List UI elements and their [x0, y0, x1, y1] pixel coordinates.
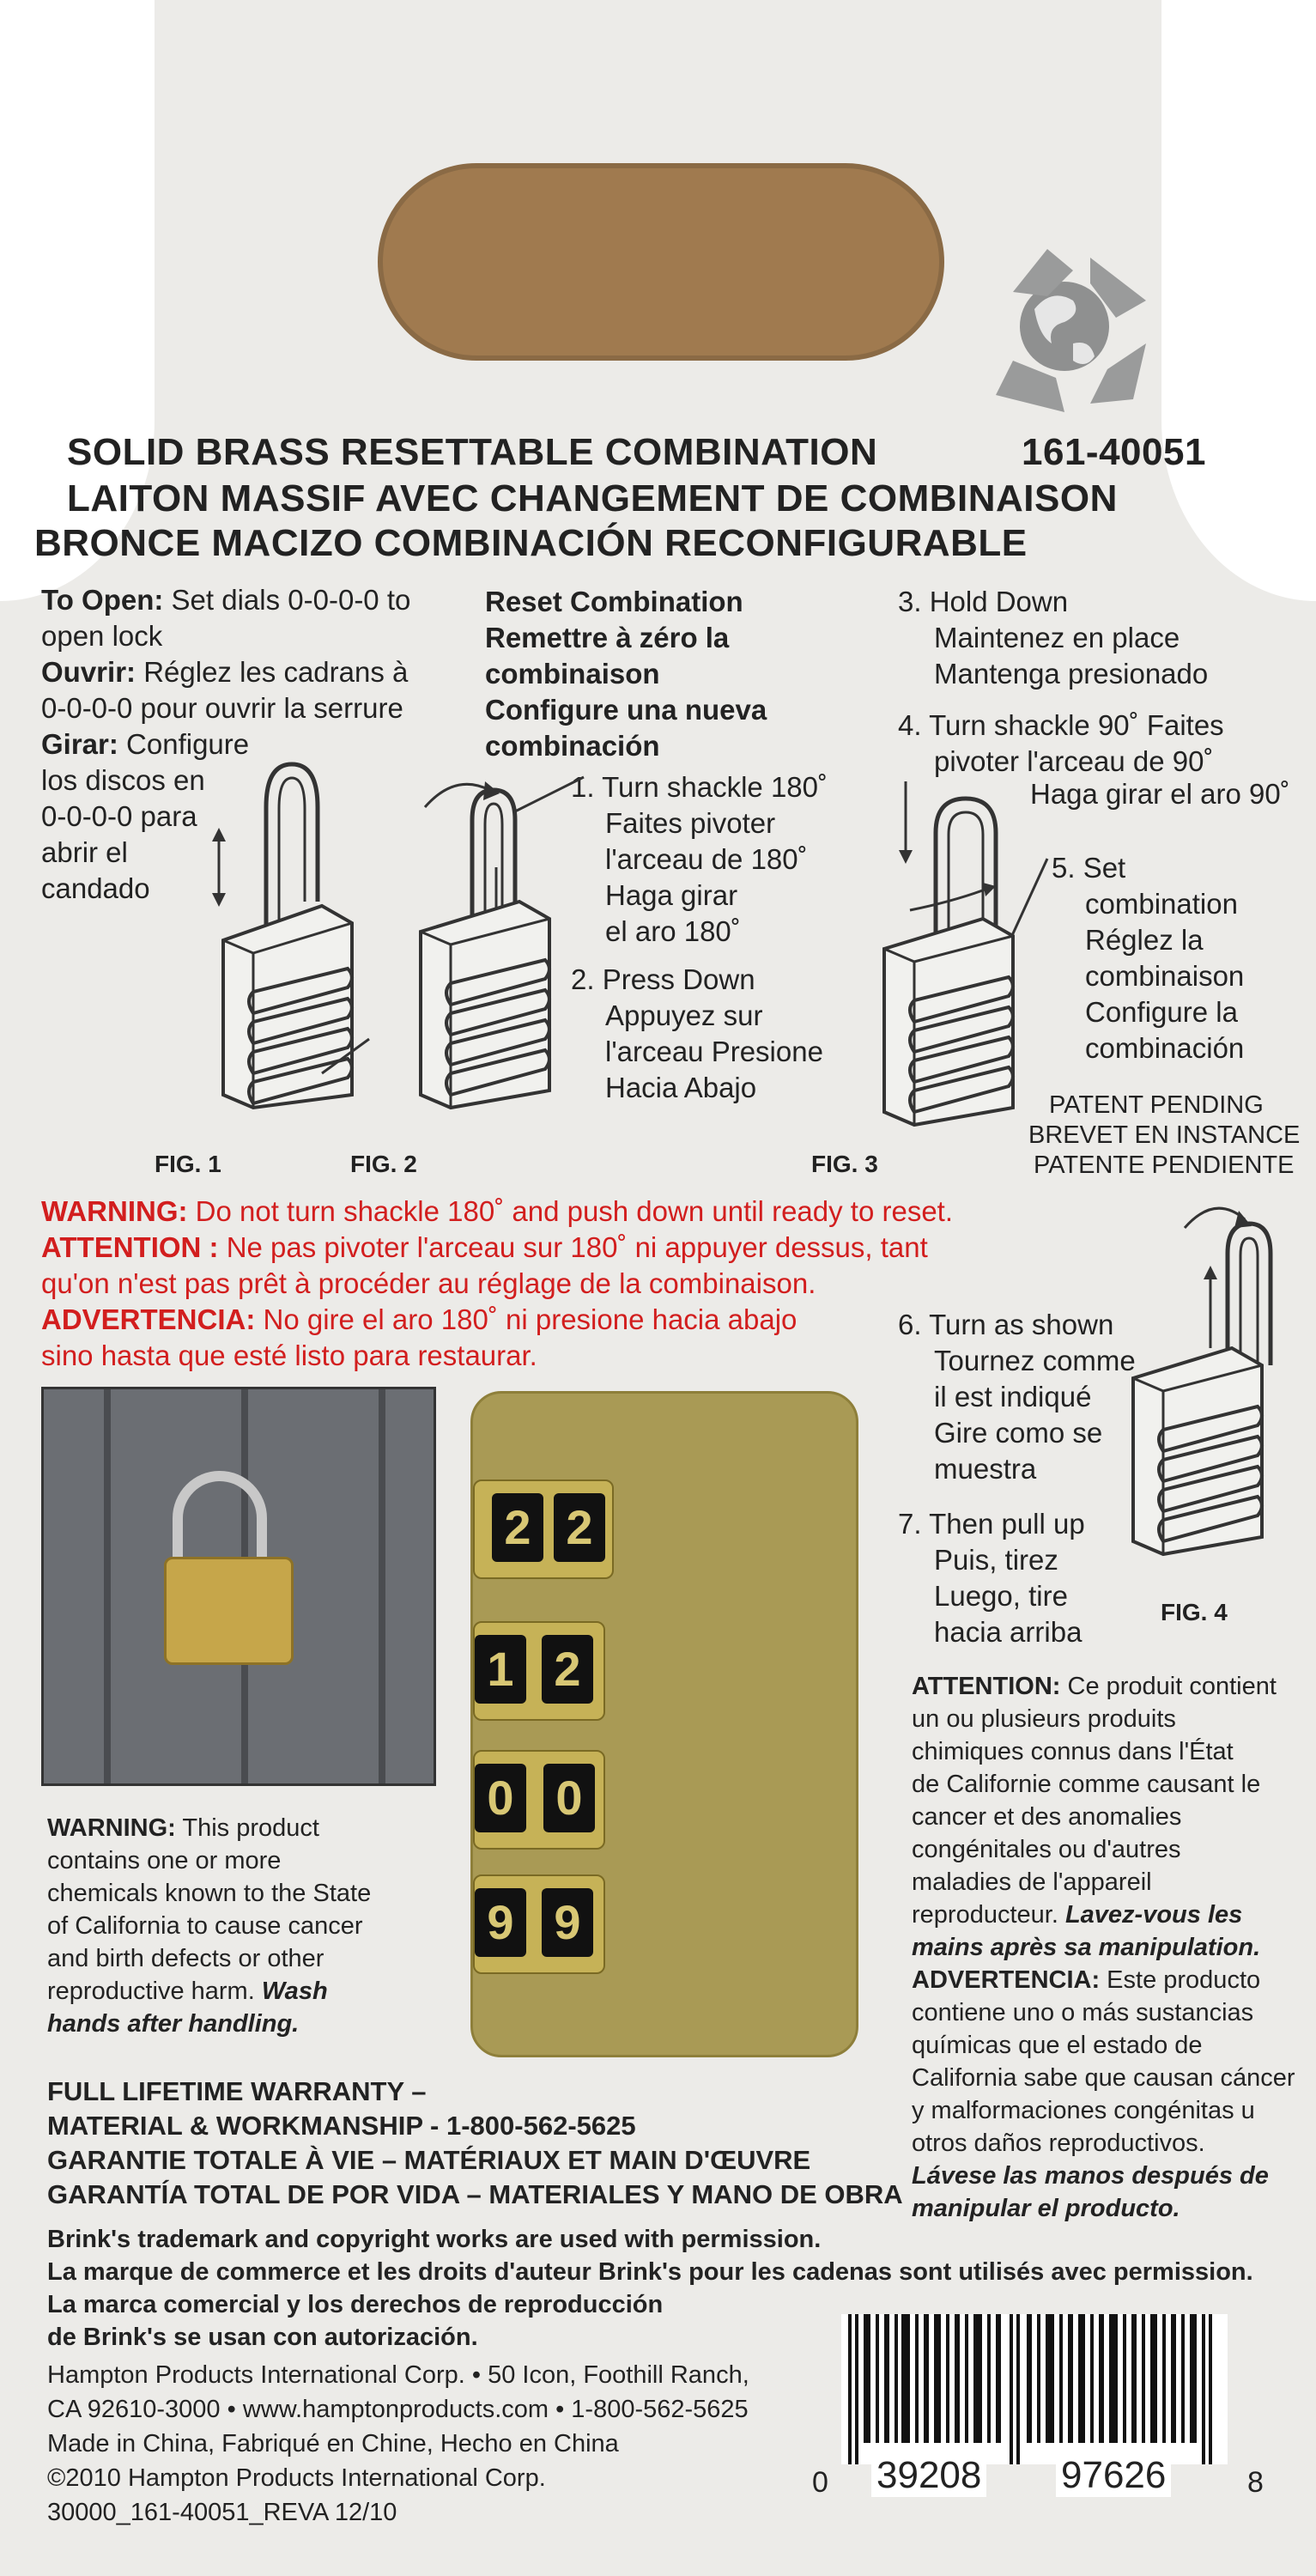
company-line: Made in China, Fabriqué en Chine, Hecho en China	[47, 2430, 619, 2458]
trademark-line: de Brink's se usan con autorización.	[47, 2324, 478, 2351]
title-english: SOLID BRASS RESETTABLE COMBINATION	[67, 431, 878, 473]
company-line: Hampton Products International Corp. • 50 Icon, Foothill Ranch,	[47, 2361, 749, 2389]
open-instructions-es-line: abrir el	[41, 836, 128, 868]
locker-seam	[104, 1389, 111, 1786]
open-instructions-fr-2: 0-0-0-0 pour ouvrir la serrure	[41, 692, 403, 724]
title-french: LAITON MASSIF AVEC CHANGEMENT DE COMBINAISON	[67, 477, 1118, 519]
padlock-body	[164, 1557, 294, 1665]
step3-line: Maintenez en place	[934, 622, 1180, 653]
prop65-es-line: California sabe que causan cáncer	[912, 2064, 1295, 2092]
barcode-check-digit: 8	[1247, 2466, 1264, 2499]
trademark-line: Brink's trademark and copyright works are used with permission.	[47, 2226, 822, 2253]
step6-line: muestra	[934, 1453, 1037, 1485]
trademark-line: La marque de commerce et les droits d'auteur Brink's pour les cadenas sont utilisés avec permission.	[47, 2258, 1253, 2286]
reset-heading-line: Reset Combination	[485, 586, 743, 617]
prop65-en-line: of California to cause cancer	[47, 1912, 363, 1940]
step5-line: 5. Set	[1052, 852, 1126, 884]
step6-line: Tournez comme	[934, 1345, 1136, 1376]
locker-seam	[379, 1389, 385, 1786]
barcode-left-digits: 39208	[871, 2454, 986, 2497]
step5-line: Réglez la	[1085, 924, 1204, 956]
prop65-es-line: contiene uno o más sustancias	[912, 1999, 1254, 2026]
open-instructions-es-line: 0-0-0-0 para	[41, 800, 197, 832]
fig3-lock-illustration	[858, 773, 1082, 1151]
prop65-es-line: otros daños reproductivos.	[912, 2129, 1205, 2157]
prop65-fr-line: de Californie comme causant le	[912, 1771, 1261, 1798]
warranty-line: MATERIAL & WORKMANSHIP - 1-800-562-5625	[47, 2111, 636, 2141]
prop65-en-line: WARNING: This product	[47, 1814, 319, 1842]
hang-hole	[378, 163, 944, 361]
step7-line: 7. Then pull up	[898, 1508, 1085, 1540]
step3-line: Mantenga presionado	[934, 658, 1209, 690]
trademark-line: La marca comercial y los derechos de reproducción	[47, 2291, 664, 2318]
dial: 1 2	[473, 1621, 605, 1721]
warning-red-fr-2: qu'on n'est pas prêt à procéder au réglage de la combinaison.	[41, 1267, 816, 1299]
card-top-right-corner	[1161, 0, 1316, 601]
reset-heading-line: Configure una nueva	[485, 694, 767, 726]
fig4-lock-illustration	[1125, 1194, 1296, 1563]
prop65-es-line: ADVERTENCIA: Este producto	[912, 1966, 1261, 1994]
prop65-fr-line: congénitales ou d'autres	[912, 1836, 1181, 1863]
warranty-line: GARANTIE TOTALE À VIE – MATÉRIAUX ET MAIN D'ŒUVRE	[47, 2145, 811, 2175]
warranty-line: GARANTÍA TOTAL DE POR VIDA – MATERIALES Y MANO DE OBRA	[47, 2179, 903, 2209]
step1-line: Haga girar	[605, 879, 738, 911]
reset-heading-line: Remettre à zéro la	[485, 622, 730, 653]
step7-line: hacia arriba	[934, 1616, 1083, 1648]
step5-line: combinaison	[1085, 960, 1245, 992]
fig1-label: FIG. 1	[155, 1151, 221, 1177]
fig4-label: FIG. 4	[1161, 1599, 1228, 1625]
step1-line: l'arceau de 180˚	[605, 843, 808, 875]
padlock-shackle	[173, 1471, 267, 1565]
prop65-es-line: químicas que el estado de	[912, 2032, 1203, 2059]
warning-red-es-2: sino hasta que esté listo para restaurar.	[41, 1340, 537, 1371]
reset-heading-line: combinación	[485, 730, 660, 762]
prop65-es-line: y malformaciones congénitas u	[912, 2097, 1255, 2124]
step2-line: Appuyez sur	[605, 999, 763, 1031]
prop65-fr-wash: mains après sa manipulation.	[912, 1934, 1261, 1961]
open-instructions-fr: Ouvrir: Réglez les cadrans à	[41, 656, 409, 688]
prop65-es-wash: Lávese las manos después de	[912, 2162, 1269, 2190]
step4-line: pivoter l'arceau de 90˚	[934, 745, 1214, 777]
company-line: 30000_161-40051_REVA 12/10	[47, 2499, 397, 2526]
company-line: CA 92610-3000 • www.hamptonproducts.com • 1-800-562-5625	[47, 2396, 749, 2423]
fig3-label: FIG. 3	[811, 1151, 878, 1177]
prop65-en-line: and birth defects or other	[47, 1945, 324, 1972]
product-window-brass	[470, 1391, 858, 2057]
step1-pointer-icon	[498, 769, 592, 820]
title-spanish: BRONCE MACIZO COMBINACIÓN RECONFIGURABLE	[34, 522, 1028, 564]
model-number: 161-40051	[1022, 431, 1206, 473]
step7-line: Puis, tirez	[934, 1544, 1058, 1576]
prop65-fr-line: ATTENTION: Ce produit contient	[912, 1673, 1277, 1700]
step4-line: 4. Turn shackle 90˚ Faites	[898, 709, 1224, 741]
step2-line: l'arceau Presione	[605, 1036, 823, 1067]
patent-line: PATENTE PENDIENTE	[1034, 1151, 1295, 1179]
fig2-lock-illustration	[403, 773, 584, 1133]
prop65-en-wash: hands after handling.	[47, 2010, 300, 2038]
step5-line: combination	[1085, 888, 1238, 920]
prop65-fr-line: un ou plusieurs produits	[912, 1705, 1176, 1733]
dial: 0 0	[473, 1750, 605, 1850]
step4-line: Haga girar el aro 90˚	[1030, 778, 1290, 810]
step5-line: Configure la	[1085, 996, 1238, 1028]
prop65-es-wash: manipular el producto.	[912, 2195, 1180, 2222]
warning-red-es: ADVERTENCIA: No gire el aro 180˚ ni presione hacia abajo	[41, 1303, 797, 1335]
prop65-en-line: chemicals known to the State	[47, 1880, 372, 1907]
open-instructions-es-line: candado	[41, 872, 150, 904]
recycle-globe-icon	[961, 232, 1167, 421]
step1-line: Faites pivoter	[605, 807, 776, 839]
reset-heading-line: combinaison	[485, 658, 660, 690]
step7-line: Luego, tire	[934, 1580, 1068, 1612]
step6-line: il est indiqué	[934, 1381, 1092, 1413]
dial: 2 2	[473, 1479, 614, 1579]
open-instructions-es-line: los discos en	[41, 764, 205, 796]
company-line: ©2010 Hampton Products International Corp.	[47, 2464, 546, 2492]
step1-line: el aro 180˚	[605, 915, 741, 947]
upc-barcode	[841, 2314, 1228, 2464]
prop65-en-line: reproductive harm. Wash	[47, 1978, 328, 2005]
patent-line: PATENT PENDING	[1049, 1091, 1264, 1119]
barcode-lead-digit: 0	[812, 2466, 828, 2499]
prop65-fr-line: cancer et des anomalies	[912, 1803, 1182, 1831]
step5-line: combinación	[1085, 1032, 1245, 1064]
step6-line: Gire como se	[934, 1417, 1103, 1449]
patent-line: BREVET EN INSTANCE	[1028, 1121, 1301, 1149]
open-instructions-en: To Open: Set dials 0-0-0-0 to	[41, 584, 411, 616]
fig2-label: FIG. 2	[350, 1151, 417, 1177]
step6-line: 6. Turn as shown	[898, 1309, 1114, 1340]
warning-red-en: WARNING: Do not turn shackle 180˚ and push down until ready to reset.	[41, 1195, 954, 1227]
prop65-fr-line: reproducteur. Lavez-vous les	[912, 1901, 1243, 1929]
barcode-right-digits: 97626	[1056, 2454, 1171, 2497]
open-instructions-es: Girar: Configure	[41, 728, 250, 760]
step2-line: 2. Press Down	[571, 963, 755, 995]
prop65-en-line: contains one or more	[47, 1847, 282, 1874]
step2-line: Hacia Abajo	[605, 1072, 757, 1103]
step1-line: 1. Turn shackle 180˚	[571, 771, 828, 803]
warranty-line: FULL LIFETIME WARRANTY –	[47, 2076, 427, 2106]
fig1-lock-illustration	[193, 756, 373, 1116]
warning-red-fr: ATTENTION : Ne pas pivoter l'arceau sur 180˚ ni appuyer dessus, tant	[41, 1231, 928, 1263]
open-instructions-en-2: open lock	[41, 620, 163, 652]
prop65-fr-line: maladies de l'appareil	[912, 1868, 1152, 1896]
dial: 9 9	[473, 1874, 605, 1974]
prop65-fr-line: chimiques connus dans l'État	[912, 1738, 1234, 1765]
product-photo-locker	[41, 1387, 436, 1786]
step3-line: 3. Hold Down	[898, 586, 1069, 617]
